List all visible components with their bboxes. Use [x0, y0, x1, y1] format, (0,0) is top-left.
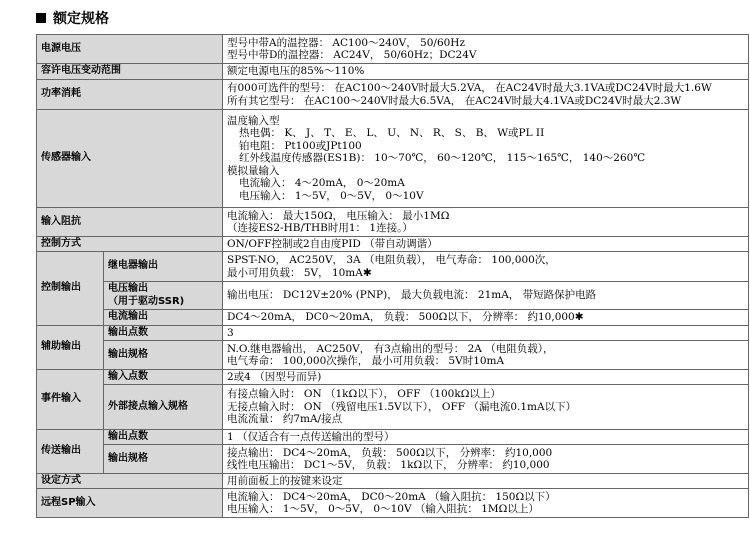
value-line: 电流输入： 最大150Ω， 电压输入： 最小1MΩ — [227, 209, 450, 222]
value-line: 型号中带D的温控器： AC24V， 50/60Hz；DC24V — [227, 49, 477, 61]
label-event-input: 事件输入 — [37, 370, 104, 430]
section-title-text: 额定规格 — [53, 11, 109, 27]
label-power-consumption: 功率消耗 — [37, 80, 223, 110]
value-line: 模拟量输入 — [227, 164, 280, 177]
row-event-input-spec — [37, 385, 749, 430]
label-transfer-points: 输出点数 — [104, 430, 223, 445]
value-line: 电压输入： 1～5V， 0～5V， 0～10V — [239, 189, 424, 202]
label-control-output: 控制输出 — [37, 252, 104, 326]
label-control-method: 控制方式 — [37, 237, 223, 252]
row-power-consumption — [37, 80, 749, 110]
label-event-spec: 外部接点输入规格 — [104, 385, 223, 430]
value-line: 热电偶： K、 J、 T、 E、 L、 U、 N、 R、 S、 B、 W或PL II — [239, 127, 545, 140]
row-sensor-input — [37, 110, 749, 208]
value-power-voltage — [223, 35, 749, 64]
value-line: 用前面板上的按键来设定 — [227, 474, 343, 487]
row-event-input-points — [37, 370, 749, 385]
value-line: 型号中带A的温控器： AC100～240V， 50/60Hz — [227, 36, 465, 49]
value-transfer-points: 1 （仅适合有一点传送输出的型号） — [223, 430, 749, 445]
label-event-points: 输入点数 — [104, 370, 223, 385]
value-line: 电压输入： 1～5V， 0～5V， 0～10V （输入阻抗： 1MΩ以上） — [227, 503, 539, 515]
value-voltage-range — [223, 64, 749, 80]
value-line: 接点输出： DC4～20mA， 负载： 500Ω以下， 分辨率： 约10,000 — [227, 446, 553, 459]
value-line: SPST-NO， AC250V， 3A （电阻负载）， 电气寿命： 100,000次， — [227, 254, 556, 266]
row-input-impedance — [37, 208, 749, 237]
value-line: 电流流量： 约7mA/接点 — [227, 413, 343, 426]
value-aux-points: 3 — [223, 326, 749, 341]
value-line: 红外线温度传感器(ES1B)： 10～70℃， 60～120℃， 115～165℃， 140～260℃ — [239, 152, 646, 165]
row-transfer-output-points — [37, 430, 749, 445]
value-setting-method — [223, 474, 749, 489]
label-aux-output: 辅助输出 — [37, 326, 104, 370]
value-relay-output — [223, 252, 749, 282]
row-control-output-relay — [37, 252, 749, 282]
label-voltage-range: 容许电压变动范围 — [37, 64, 223, 80]
label-input-impedance: 输入阻抗 — [37, 208, 223, 237]
value-line: 温度输入型 — [227, 114, 280, 127]
label-setting-method: 设定方式 — [37, 474, 223, 489]
value-line: 无接点输入时： ON （残留电压1.5V以下）， OFF （漏电流0.1mA以下） — [227, 400, 577, 413]
row-remote-sp — [37, 489, 749, 518]
value-event-spec — [223, 385, 749, 430]
value-control-method — [223, 237, 749, 252]
value-sensor-input — [223, 110, 749, 208]
square-bullet-icon — [36, 13, 46, 23]
value-line: 线性电压输出： DC1～5V， 负载： 1kΩ以下， 分辨率： 约10,000 — [227, 459, 550, 471]
row-voltage-range — [37, 64, 749, 80]
section-title — [36, 6, 109, 30]
value-remote-sp — [223, 489, 749, 518]
label-sensor-input: 传感器输入 — [37, 110, 223, 208]
value-line: 电流输入： 4～20mA， 0～20mA — [239, 177, 405, 190]
row-aux-output-spec — [37, 341, 749, 370]
row-setting-method — [37, 474, 749, 489]
value-power-consumption — [223, 80, 749, 110]
value-line: ON/OFF控制或2自由度PID （带自动调谐） — [227, 237, 438, 250]
label-current-output: 电流输出 — [104, 310, 223, 326]
value-voltage-output — [223, 282, 749, 310]
label-line: 电压输出 — [108, 283, 148, 294]
value-line: 输出电压： DC12V±20% (PNP)， 最大负载电流： 21mA， 带短路保护电路 — [227, 289, 597, 302]
value-line: （连接ES2-HB/THB时用1： 1连接。） — [227, 222, 413, 234]
value-line: DC4～20mA， DC0～20mA， 负载： 500Ω以下， 分辨率： 约10,000✱ — [227, 311, 584, 324]
value-transfer-spec — [223, 445, 749, 474]
label-line: （用于驱动SSR) — [108, 295, 185, 307]
row-control-output-current — [37, 310, 749, 326]
label-remote-sp: 远程SP输入 — [37, 489, 223, 518]
value-line: N.O.继电器输出， AC250V， 有3点输出的型号： 2A （电阻负载）， — [227, 342, 554, 355]
row-control-method — [37, 237, 749, 252]
label-aux-points: 输出点数 — [104, 326, 223, 341]
value-line: 电气寿命： 100,000次操作， 最小可用负载： 5V时10mA — [227, 355, 505, 367]
row-transfer-output-spec — [37, 445, 749, 474]
value-line: 电流输入： DC4～20mA， DC0～20mA （输入阻抗： 150Ω以下） — [227, 490, 556, 503]
label-voltage-output — [104, 282, 223, 310]
label-transfer-spec: 输出规格 — [104, 445, 223, 474]
value-line: 所有其它型号： 在AC100～240V时最大6.5VA， 在AC24V时最大4.1VA或DC24V时最大2.3W — [227, 94, 682, 107]
row-control-output-voltage — [37, 282, 749, 310]
value-line: 有000可选件的型号： 在AC100～240V时最大5.2VA， 在AC24V时最大3.1VA或DC24V时最大1.6W — [227, 82, 712, 94]
value-aux-spec — [223, 341, 749, 370]
value-line: 最小可用负载： 5V， 10mA✱ — [227, 266, 372, 279]
value-line: 有接点输入时： ON （1kΩ以下）， OFF （100kΩ以上） — [227, 388, 501, 401]
label-transfer-output: 传送输出 — [37, 430, 104, 474]
label-relay-output: 继电器输出 — [104, 252, 223, 282]
row-power-voltage — [37, 35, 749, 64]
row-aux-output-points — [37, 326, 749, 341]
label-aux-spec: 输出规格 — [104, 341, 223, 370]
value-current-output — [223, 310, 749, 326]
spec-table — [36, 34, 749, 518]
value-input-impedance — [223, 208, 749, 237]
value-line: 铂电阻： Pt100或JPt100 — [239, 139, 362, 152]
label-power-voltage: 电源电压 — [37, 35, 223, 64]
value-line: 额定电源电压的85%～110% — [227, 65, 365, 78]
value-event-points: 2或4 （因型号而异) — [223, 370, 749, 385]
